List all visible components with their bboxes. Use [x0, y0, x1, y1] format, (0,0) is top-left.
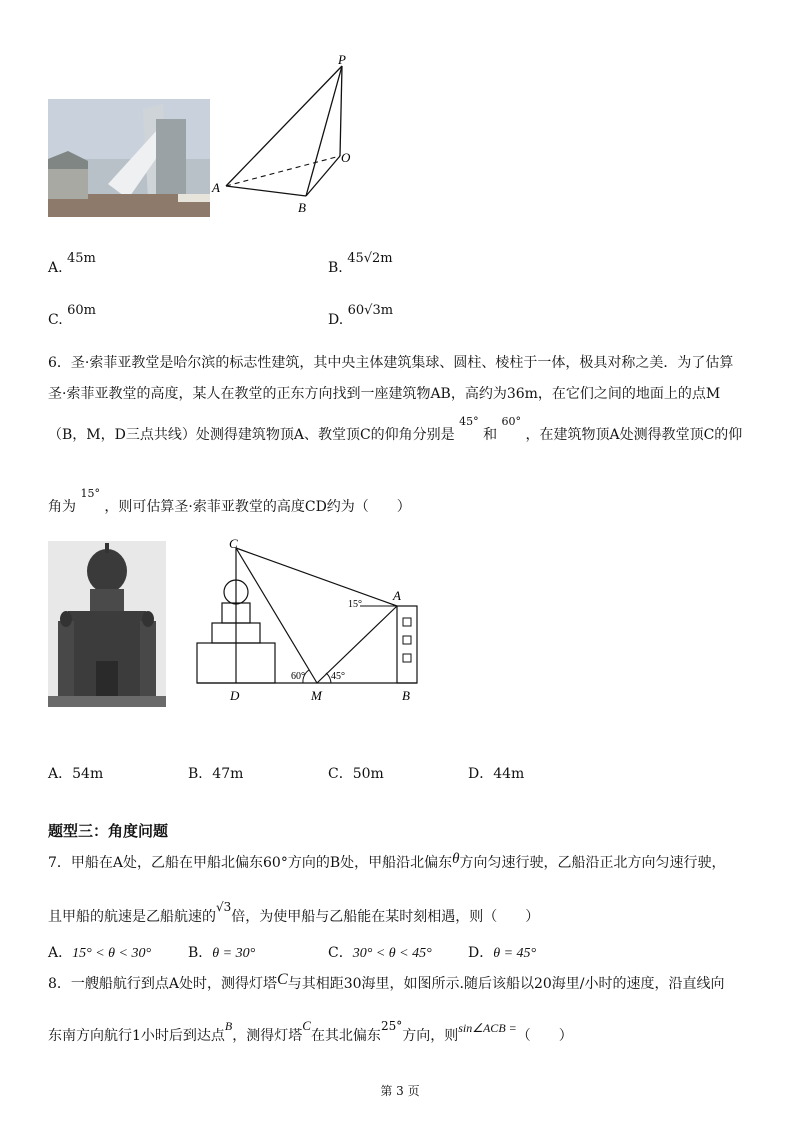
- option-letter: C．: [328, 945, 353, 961]
- point-b: B: [224, 1019, 233, 1033]
- label-D: D: [230, 688, 240, 703]
- option-value: 30° < θ < 45°: [352, 946, 432, 961]
- q8-line-2-start: 东南方向航行1小时后到达点: [48, 1028, 225, 1044]
- q6-line-3: [48, 415, 743, 444]
- angle-60: 60°: [501, 415, 522, 428]
- q6-and: 和: [483, 427, 498, 443]
- q7-option-d[interactable]: [468, 942, 536, 962]
- label-P: P: [338, 52, 346, 67]
- angle-25: 25°: [380, 1019, 403, 1033]
- q8-line-1: [48, 973, 725, 993]
- pyramid-diagram: [210, 52, 370, 222]
- label-angle-45: 45°: [331, 671, 345, 682]
- q6-line-3-text: （B，M，D三点共线）处测得建筑物顶A、教堂顶C的仰角分别是: [48, 427, 455, 443]
- label-A: A: [393, 588, 401, 603]
- ski-jump-photo: [48, 99, 210, 217]
- option-value: 50m: [352, 766, 384, 782]
- q5-option-c[interactable]: [48, 302, 96, 328]
- q6-line-2: 圣·索菲亚教堂的高度，某人在教堂的正东方向找到一座建筑物AB，高约为36m，在它们之间的地面上的点M: [48, 386, 721, 402]
- option-value: 44m: [493, 766, 525, 782]
- q7-line-1: [48, 852, 726, 872]
- option-letter: A．: [48, 766, 73, 782]
- q8-text: 在其北偏东: [310, 1028, 381, 1044]
- option-letter: B．: [188, 945, 213, 961]
- q8-line-1-start: 8．一艘船航行到点A处时，测得灯塔: [48, 976, 278, 992]
- option-value: 45√2m: [347, 251, 393, 266]
- option-value: 60√3m: [347, 303, 394, 318]
- option-value: 45m: [67, 251, 96, 266]
- page-number: 第 3 页: [380, 1084, 420, 1098]
- angle-45: 45°: [459, 415, 479, 428]
- label-M: M: [311, 688, 322, 703]
- option-letter: B.: [328, 260, 343, 276]
- option-value: 47m: [212, 766, 244, 782]
- q8-text: ，测得灯塔: [232, 1028, 303, 1044]
- q6-line-4: [48, 487, 411, 516]
- option-letter: A.: [48, 260, 63, 276]
- q6-line-4-end: ，则可估算圣·索菲亚教堂的高度CD约为（ ）: [104, 499, 411, 515]
- sin-expression: sin∠ACB =: [458, 1021, 517, 1035]
- q5-option-a[interactable]: [48, 250, 96, 276]
- sqrt3: √3: [216, 900, 232, 914]
- q7-option-c[interactable]: [328, 942, 432, 962]
- option-letter: C.: [48, 312, 63, 328]
- label-angle-60: 60°: [291, 671, 305, 682]
- q6-option-d[interactable]: [468, 763, 524, 783]
- option-value: θ = 45°: [493, 946, 537, 961]
- q7-line-1-end: 方向匀速行驶，乙船沿正北方向匀速行驶，: [459, 855, 726, 871]
- q7-line-2: [48, 900, 540, 926]
- option-value: θ = 30°: [212, 946, 256, 961]
- theta-symbol: θ: [452, 851, 460, 867]
- label-B: B: [402, 688, 410, 703]
- q6-line-4-start: 角为: [48, 499, 76, 515]
- angle-15: 15°: [80, 487, 100, 500]
- q5-option-b[interactable]: [328, 250, 393, 276]
- q6-option-c[interactable]: [328, 763, 384, 783]
- option-value: 15° < θ < 30°: [72, 946, 152, 961]
- q7-line-2-end: 倍，为使甲船与乙船能在某时刻相遇，则（ ）: [231, 909, 540, 925]
- church-diagram: [185, 536, 425, 706]
- option-value: 60m: [67, 303, 96, 318]
- option-value: 54m: [72, 766, 104, 782]
- option-letter: A．: [48, 945, 73, 961]
- q8-text: 方向，则: [402, 1028, 459, 1044]
- q7-option-b[interactable]: [188, 942, 255, 962]
- q7-option-a[interactable]: [48, 942, 151, 962]
- label-A: A: [212, 180, 220, 195]
- option-letter: D.: [328, 312, 344, 328]
- q6-option-b[interactable]: [188, 763, 243, 783]
- option-letter: C．: [328, 766, 353, 782]
- church-photo: [48, 541, 166, 707]
- q6-line-3-end: ，在建筑物顶A处测得教堂顶C的仰: [525, 427, 743, 443]
- q8-line-2: [48, 1018, 573, 1045]
- q8-line-1-end: 与其相距30海里，如图所示.随后该船以20海里/小时的速度，沿直线向: [287, 976, 725, 992]
- point-c: C: [302, 1018, 311, 1033]
- label-B: B: [298, 200, 306, 215]
- q7-line-1-start: 7．甲船在A处，乙船在甲船北偏东60°方向的B处，甲船沿北偏东: [48, 855, 453, 871]
- option-letter: B．: [188, 766, 213, 782]
- option-letter: D．: [468, 766, 494, 782]
- q7-line-2-start: 且甲船的航速是乙船航速的: [48, 909, 216, 925]
- point-c: C: [277, 971, 288, 988]
- section-title: 题型三：角度问题: [48, 822, 169, 840]
- q5-option-d[interactable]: [328, 302, 394, 328]
- answer-paren: （ ）: [516, 1028, 573, 1044]
- q6-line-1: 6．圣·索菲亚教堂是哈尔滨的标志性建筑，其中央主体建筑集球、圆柱、棱柱于一体，极具对称之美．为了估算: [48, 355, 734, 371]
- option-letter: D．: [468, 945, 494, 961]
- q6-option-a[interactable]: [48, 763, 103, 783]
- label-O: O: [341, 150, 351, 165]
- label-angle-15: 15°: [348, 599, 362, 610]
- label-C: C: [229, 536, 238, 551]
